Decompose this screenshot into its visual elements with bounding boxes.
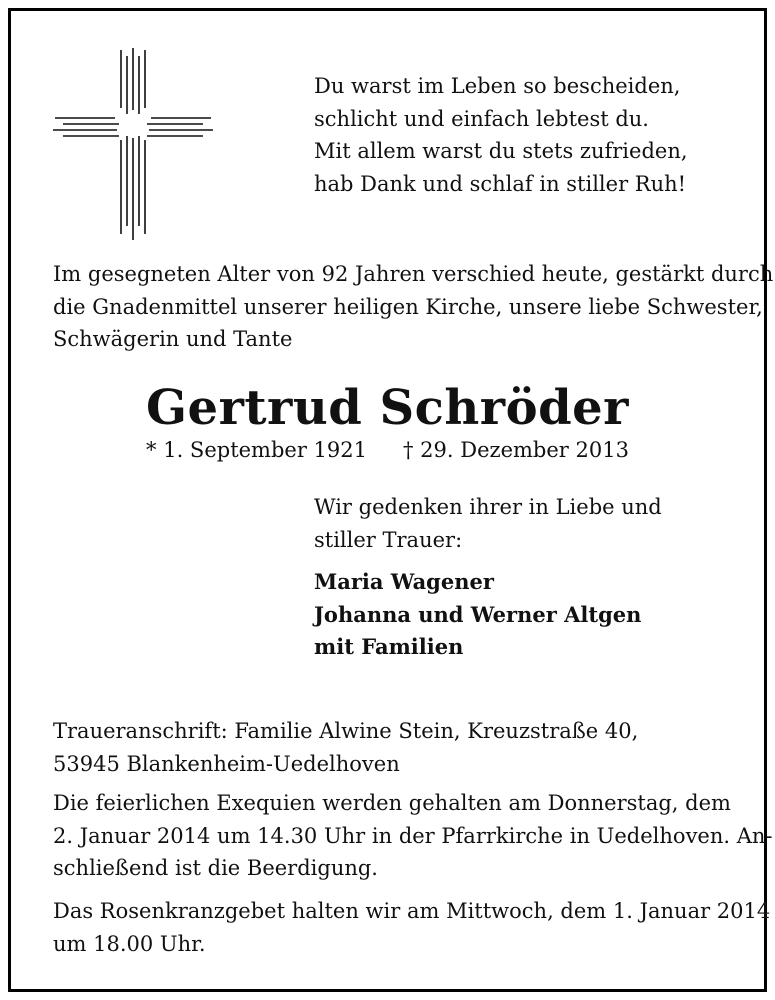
mourner-name: mit Familien: [314, 634, 464, 659]
funeral-line: 2. Januar 2014 um 14.30 Uhr in der Pfarrkirche in Uedelhoven. An-: [53, 823, 773, 848]
intro-line: die Gnadenmittel unserer heiligen Kirche, unsere liebe Schwester,: [53, 294, 763, 319]
memorial-text: [314, 491, 662, 556]
rosary-line: Das Rosenkranzgebet halten wir am Mittwoch, dem 1. Januar 2014: [53, 899, 771, 923]
address-line: Traueranschrift: Familie Alwine Stein, Kreuzstraße 40,: [53, 719, 639, 743]
deceased-name: Gertrud Schröder: [146, 380, 629, 436]
mourning-address: [53, 715, 638, 780]
funeral-line: schließend ist die Beerdigung.: [53, 856, 378, 880]
intro-line: Im gesegneten Alter von 92 Jahren verschied heute, gestärkt durch: [53, 262, 774, 286]
memorial-line: Wir gedenken ihrer in Liebe und: [314, 495, 662, 519]
memorial-line: stiller Trauer:: [314, 527, 463, 552]
poem-line: Du warst im Leben so bescheiden,: [314, 74, 681, 98]
funeral-info: [53, 787, 773, 885]
address-line: 53945 Blankenheim-Uedelhoven: [53, 751, 400, 776]
poem-line: hab Dank und schlaf in stiller Ruh!: [314, 171, 687, 196]
birth-date: * 1. September 1921: [146, 438, 367, 462]
cross-icon: [53, 48, 213, 240]
poem-line: schlicht und einfach lebtest du.: [314, 106, 649, 131]
mourners-list: [314, 566, 641, 664]
death-date: † 29. Dezember 2013: [403, 438, 629, 462]
rosary-info: [53, 895, 771, 960]
poem-line: Mit allem warst du stets zufrieden,: [314, 139, 688, 163]
poem: [314, 70, 688, 200]
intro-line: Schwägerin und Tante: [53, 327, 293, 351]
mourner-name: Johanna und Werner Altgen: [314, 601, 642, 627]
rosary-line: um 18.00 Uhr.: [53, 931, 206, 956]
intro-text: [53, 258, 774, 356]
life-dates: [0, 435, 775, 465]
mourner-name: Maria Wagener: [314, 569, 494, 594]
funeral-line: Die feierlichen Exequien werden gehalten am Donnerstag, dem: [53, 791, 731, 815]
